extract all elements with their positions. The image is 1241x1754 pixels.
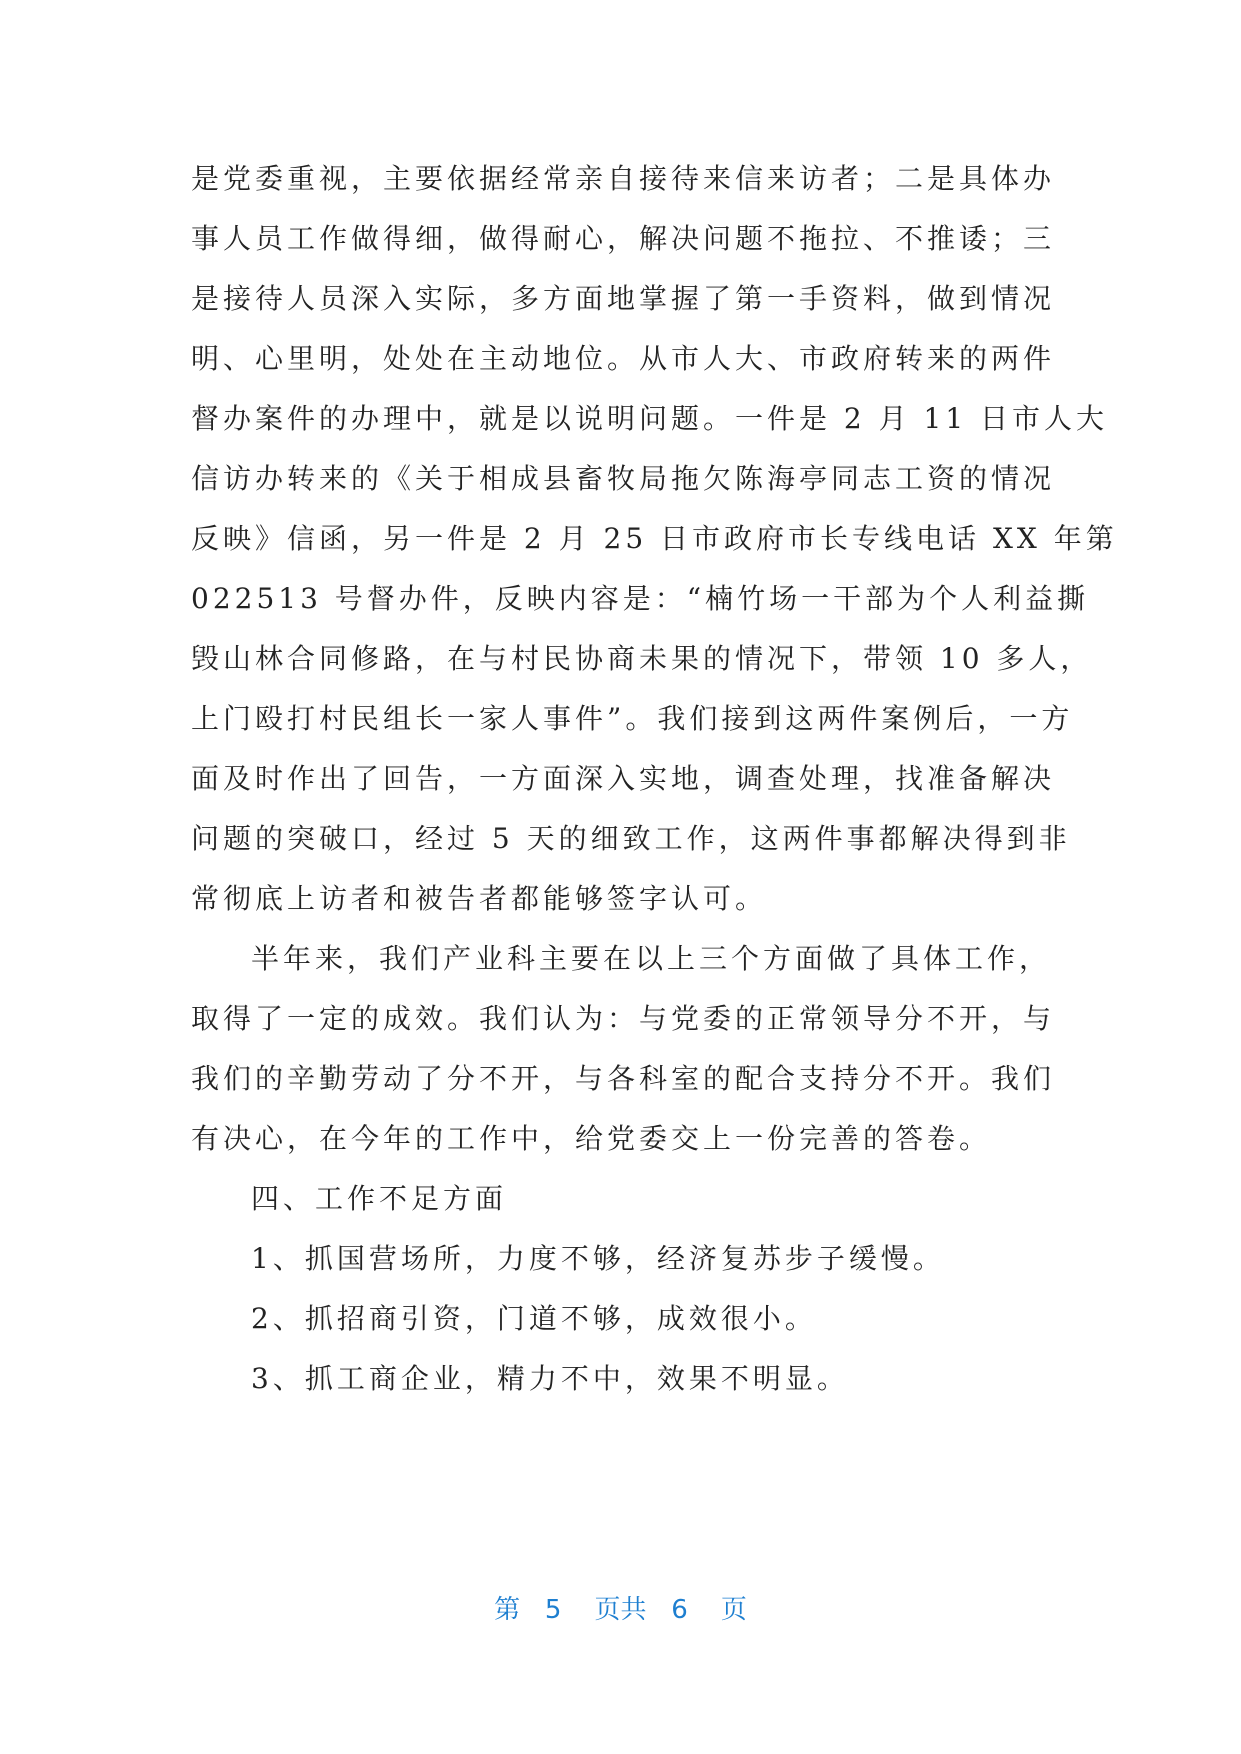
list-item: 2、抓招商引资，门道不够，成效很小。: [251, 1302, 817, 1335]
text-line: 督办案件的办理中，就是以说明问题。一件是 2 月 11 日市人大: [191, 402, 1109, 435]
text-line: 022513 号督办件，反映内容是：“楠竹场一干部为个人利益撕: [191, 582, 1090, 615]
text-line: 明、心里明，处处在主动地位。从市人大、市政府转来的两件: [191, 342, 1056, 375]
text-line: 取得了一定的成效。我们认为：与党委的正常领导分不开，与: [191, 1002, 1056, 1035]
footer-middle: 页共: [594, 1595, 647, 1625]
list-item: 1、抓国营场所，力度不够，经济复苏步子缓慢。: [251, 1242, 945, 1275]
text-line: 是党委重视，主要依据经常亲自接待来信来访者；二是具体办: [191, 162, 1056, 195]
text-line: 事人员工作做得细，做得耐心，解决问题不拖拉、不推诿；三: [191, 222, 1056, 255]
text-line: 信访办转来的《关于相成县畜牧局拖欠陈海亭同志工资的情况: [191, 462, 1056, 495]
footer-suffix: 页: [720, 1595, 747, 1625]
text-line: 毁山林合同修路，在与村民协商未果的情况下，带领 10 多人，: [191, 642, 1093, 675]
text-line: 有决心，在今年的工作中，给党委交上一份完善的答卷。: [191, 1122, 992, 1155]
list-item: 3、抓工商企业，精力不中，效果不明显。: [251, 1362, 849, 1395]
footer-prefix: 第: [494, 1595, 521, 1625]
text-line: 常彻底上访者和被告者都能够签字认可。: [191, 882, 768, 915]
section-heading: 四、工作不足方面: [251, 1182, 508, 1215]
text-line: 问题的突破口，经过 5 天的细致工作，这两件事都解决得到非: [191, 822, 1071, 855]
text-line: 是接待人员深入实际，多方面地掌握了第一手资料，做到情况: [191, 282, 1056, 315]
text-line: 半年来，我们产业科主要在以上三个方面做了具体工作，: [251, 942, 1052, 975]
text-line: 上门殴打村民组长一家人事件”。我们接到这两件案例后，一方: [191, 702, 1074, 735]
page-footer: [0, 1590, 1241, 1630]
footer-total-pages: 6: [671, 1595, 688, 1625]
text-line: 面及时作出了回告，一方面深入实地，调查处理，找准备解决: [191, 762, 1056, 795]
text-line: 反映》信函，另一件是 2 月 25 日市政府市长专线电话 XX 年第: [191, 522, 1118, 555]
footer-current-page: 5: [544, 1595, 562, 1625]
text-line: 我们的辛勤劳动了分不开，与各科室的配合支持分不开。我们: [191, 1062, 1056, 1095]
